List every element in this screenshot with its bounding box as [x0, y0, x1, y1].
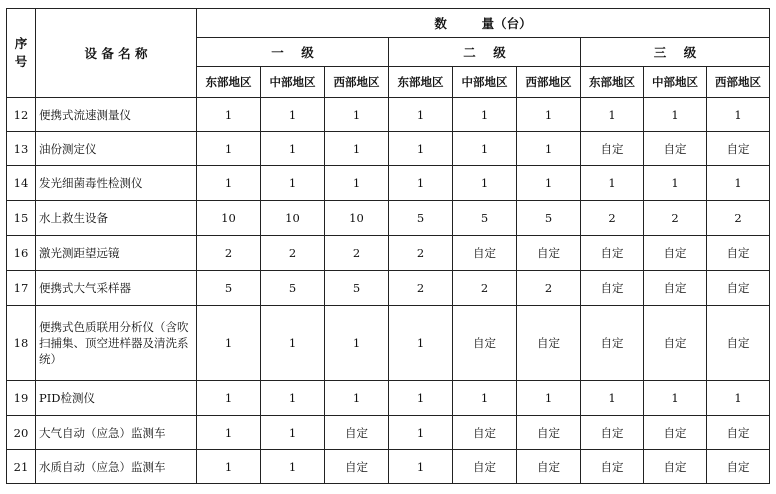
- quantity-cell: 自定: [644, 132, 707, 166]
- region-west-header: 西部地区: [325, 67, 389, 98]
- quantity-cell: 1: [581, 98, 644, 132]
- quantity-cell: 2: [453, 271, 517, 306]
- quantity-cell: 1: [197, 381, 261, 416]
- device-name-cell: 水上救生设备: [36, 201, 197, 236]
- quantity-cell: 5: [325, 271, 389, 306]
- row-index-cell: 15: [7, 201, 36, 236]
- row-index-cell: 17: [7, 271, 36, 306]
- quantity-cell: 自定: [453, 416, 517, 450]
- quantity-cell: 自定: [325, 450, 389, 484]
- quantity-cell: 1: [389, 416, 453, 450]
- table-row: [7, 98, 770, 132]
- quantity-cell: 1: [389, 306, 453, 381]
- row-index-cell: 14: [7, 166, 36, 201]
- quantity-cell: 1: [644, 98, 707, 132]
- quantity-cell: 2: [389, 236, 453, 271]
- device-name-cell: 激光测距望远镜: [36, 236, 197, 271]
- quantity-cell: 自定: [517, 416, 581, 450]
- region-west-header: 西部地区: [707, 67, 770, 98]
- quantity-header: 数 量（台）: [197, 9, 770, 38]
- quantity-cell: 自定: [644, 306, 707, 381]
- table-row: [7, 381, 770, 416]
- table-row: [7, 271, 770, 306]
- row-index-cell: 19: [7, 381, 36, 416]
- quantity-cell: 2: [581, 201, 644, 236]
- quantity-cell: 5: [197, 271, 261, 306]
- quantity-cell: 1: [517, 132, 581, 166]
- index-header: 序号: [7, 9, 36, 98]
- row-index-cell: 12: [7, 98, 36, 132]
- quantity-cell: 自定: [581, 450, 644, 484]
- quantity-cell: 1: [261, 450, 325, 484]
- level-1-header: 一 级: [197, 38, 389, 67]
- table-row: [7, 201, 770, 236]
- device-name-cell: 发光细菌毒性检测仪: [36, 166, 197, 201]
- quantity-cell: 自定: [707, 236, 770, 271]
- quantity-cell: 1: [453, 166, 517, 201]
- quantity-cell: 1: [261, 166, 325, 201]
- quantity-cell: 1: [453, 381, 517, 416]
- table-row: [7, 166, 770, 201]
- quantity-cell: 自定: [707, 271, 770, 306]
- quantity-cell: 1: [707, 98, 770, 132]
- quantity-cell: 自定: [581, 236, 644, 271]
- quantity-cell: 2: [389, 271, 453, 306]
- quantity-cell: 1: [707, 166, 770, 201]
- equipment-table: [6, 8, 770, 484]
- device-name-cell: 便携式流速测量仪: [36, 98, 197, 132]
- row-index-cell: 18: [7, 306, 36, 381]
- quantity-cell: 自定: [581, 132, 644, 166]
- quantity-cell: 2: [517, 271, 581, 306]
- quantity-cell: 1: [707, 381, 770, 416]
- device-name-header: 设 备 名 称: [36, 9, 197, 98]
- table-row: [7, 450, 770, 484]
- quantity-cell: 自定: [644, 450, 707, 484]
- quantity-cell: 自定: [707, 450, 770, 484]
- region-west-header: 西部地区: [517, 67, 581, 98]
- table-body: [7, 98, 770, 484]
- quantity-cell: 1: [197, 132, 261, 166]
- quantity-cell: 1: [389, 132, 453, 166]
- table-row: [7, 236, 770, 271]
- quantity-cell: 自定: [707, 306, 770, 381]
- region-central-header: 中部地区: [261, 67, 325, 98]
- table-header: [7, 9, 770, 98]
- quantity-cell: 自定: [581, 271, 644, 306]
- quantity-cell: 10: [325, 201, 389, 236]
- device-name-cell: 大气自动（应急）监测车: [36, 416, 197, 450]
- quantity-cell: 1: [517, 166, 581, 201]
- quantity-cell: 1: [389, 98, 453, 132]
- quantity-cell: 1: [389, 450, 453, 484]
- quantity-cell: 1: [644, 166, 707, 201]
- device-name-cell: 便携式色质联用分析仪（含吹扫捕集、顶空进样器及清洗系统）: [36, 306, 197, 381]
- quantity-cell: 1: [261, 132, 325, 166]
- quantity-cell: 自定: [707, 416, 770, 450]
- region-central-header: 中部地区: [453, 67, 517, 98]
- quantity-cell: 自定: [644, 416, 707, 450]
- quantity-cell: 自定: [644, 236, 707, 271]
- quantity-cell: 1: [517, 98, 581, 132]
- quantity-cell: 1: [261, 98, 325, 132]
- quantity-cell: 自定: [517, 306, 581, 381]
- table-row: [7, 416, 770, 450]
- quantity-cell: 5: [389, 201, 453, 236]
- quantity-cell: 5: [261, 271, 325, 306]
- quantity-cell: 1: [453, 98, 517, 132]
- quantity-cell: 1: [261, 306, 325, 381]
- quantity-cell: 1: [517, 381, 581, 416]
- quantity-cell: 1: [644, 381, 707, 416]
- region-central-header: 中部地区: [644, 67, 707, 98]
- quantity-cell: 自定: [517, 236, 581, 271]
- quantity-cell: 自定: [581, 306, 644, 381]
- quantity-cell: 1: [325, 132, 389, 166]
- level-2-header: 二 级: [389, 38, 581, 67]
- row-index-cell: 20: [7, 416, 36, 450]
- quantity-cell: 1: [453, 132, 517, 166]
- quantity-cell: 1: [581, 166, 644, 201]
- quantity-cell: 1: [197, 306, 261, 381]
- region-east-header: 东部地区: [389, 67, 453, 98]
- quantity-cell: 1: [261, 381, 325, 416]
- quantity-cell: 1: [325, 306, 389, 381]
- quantity-cell: 1: [325, 381, 389, 416]
- quantity-cell: 1: [261, 416, 325, 450]
- quantity-cell: 自定: [644, 271, 707, 306]
- table-row: [7, 306, 770, 381]
- quantity-cell: 2: [707, 201, 770, 236]
- device-name-cell: 便携式大气采样器: [36, 271, 197, 306]
- quantity-cell: 1: [197, 450, 261, 484]
- quantity-cell: 2: [325, 236, 389, 271]
- quantity-cell: 自定: [581, 416, 644, 450]
- quantity-cell: 自定: [453, 306, 517, 381]
- region-east-header: 东部地区: [581, 67, 644, 98]
- quantity-cell: 自定: [453, 450, 517, 484]
- quantity-cell: 10: [197, 201, 261, 236]
- quantity-cell: 1: [325, 98, 389, 132]
- row-index-cell: 21: [7, 450, 36, 484]
- quantity-cell: 1: [325, 166, 389, 201]
- device-name-cell: 油份测定仪: [36, 132, 197, 166]
- row-index-cell: 16: [7, 236, 36, 271]
- device-name-cell: 水质自动（应急）监测车: [36, 450, 197, 484]
- quantity-cell: 自定: [325, 416, 389, 450]
- quantity-cell: 1: [581, 381, 644, 416]
- table-row: [7, 132, 770, 166]
- quantity-cell: 1: [197, 166, 261, 201]
- quantity-cell: 5: [453, 201, 517, 236]
- device-name-cell: PID检测仪: [36, 381, 197, 416]
- region-east-header: 东部地区: [197, 67, 261, 98]
- quantity-cell: 2: [644, 201, 707, 236]
- quantity-cell: 自定: [517, 450, 581, 484]
- quantity-cell: 1: [197, 416, 261, 450]
- quantity-cell: 10: [261, 201, 325, 236]
- quantity-cell: 2: [197, 236, 261, 271]
- quantity-cell: 自定: [453, 236, 517, 271]
- quantity-cell: 1: [389, 166, 453, 201]
- quantity-cell: 自定: [707, 132, 770, 166]
- quantity-cell: 5: [517, 201, 581, 236]
- quantity-cell: 1: [389, 381, 453, 416]
- quantity-cell: 2: [261, 236, 325, 271]
- level-3-header: 三 级: [581, 38, 770, 67]
- row-index-cell: 13: [7, 132, 36, 166]
- quantity-cell: 1: [197, 98, 261, 132]
